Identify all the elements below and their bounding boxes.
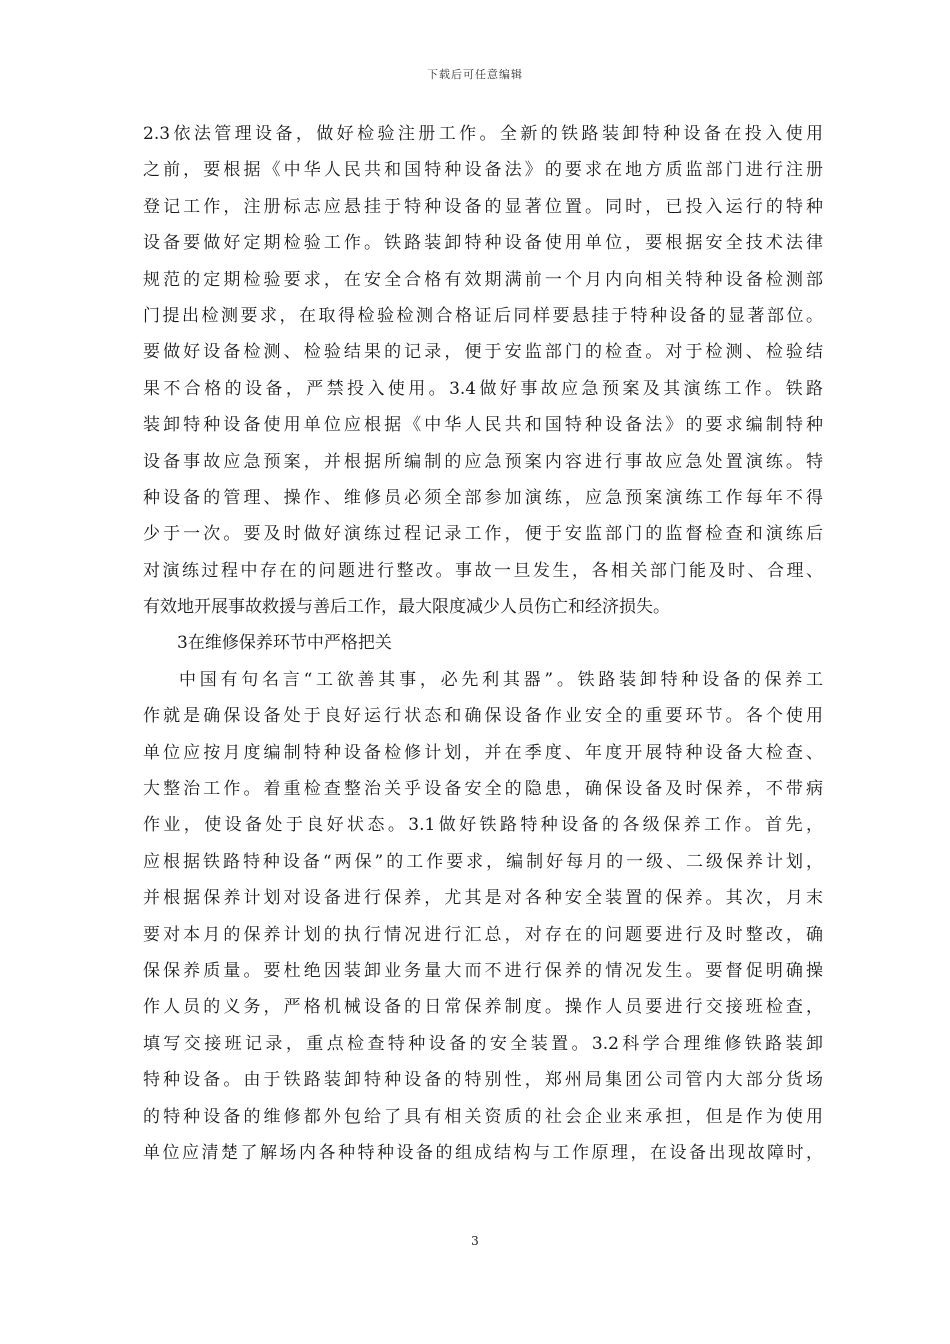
text-line: 中国有句名言“工欲善其事，必先利其器”。铁路装卸特种设备的保养工 [179, 669, 823, 690]
text-line: 门提出检测要求，在取得检验检测合格证后同样要悬挂于特种设备的显著部位。 [143, 305, 823, 326]
text-line: 要对本月的保养计划的执行情况进行汇总，对存在的问题要进行及时整改，确 [143, 924, 823, 945]
text-line: 2.3依法管理设备，做好检验注册工作。全新的铁路装卸特种设备在投入使用 [143, 124, 823, 144]
text-line: 对演练过程中存在的问题进行整改。事故一旦发生，各相关部门能及时、合理、 [143, 560, 823, 581]
text-line: 设备事故应急预案，并根据所编制的应急预案内容进行事故应急处置演练。特 [143, 451, 823, 472]
text-line: 单位应按月度编制特种设备检修计划，并在季度、年度开展特种设备大检查、 [143, 742, 823, 763]
text-line: 大整治工作。着重检查整治关乎设备安全的隐患，确保设备及时保养，不带病 [143, 779, 823, 800]
text-line: 作人员的义务，严格机械设备的日常保养制度。操作人员要进行交接班检查， [143, 997, 823, 1018]
page-header-note: 下载后可任意编辑 [427, 68, 523, 81]
section-heading: 3在维修保养环节中严格把关 [177, 633, 392, 654]
text-line: 登记工作，注册标志应悬挂于特种设备的显著位置。同时，已投入运行的特种 [143, 196, 823, 217]
text-line: 特种设备。由于铁路装卸特种设备的特别性，郑州局集团公司管内大部分货场 [143, 1070, 823, 1091]
text-line: 少于一次。要及时做好演练过程记录工作，便于安监部门的监督检查和演练后 [143, 524, 823, 545]
text-line: 设备要做好定期检验工作。铁路装卸特种设备使用单位，要根据安全技术法律 [143, 233, 823, 254]
text-line: 规范的定期检验要求，在安全合格有效期满前一个月内向相关特种设备检测部 [143, 269, 823, 290]
text-line: 之前，要根据《中华人民共和国特种设备法》的要求在地方质监部门进行注册 [143, 160, 823, 181]
page-number: 3 [471, 1234, 479, 1248]
text-line: 单位应清楚了解场内各种特种设备的组成结构与工作原理，在设备出现故障时， [143, 1142, 823, 1163]
text-line: 并根据保养计划对设备进行保养，尤其是对各种安全装置的保养。其次，月末 [143, 888, 823, 909]
text-line: 作就是确保设备处于良好运行状态和确保设备作业安全的重要环节。各个使用 [143, 706, 823, 727]
text-line: 种设备的管理、操作、维修员必须全部参加演练，应急预案演练工作每年不得 [143, 487, 823, 508]
text-line: 的特种设备的维修都外包给了具有相关资质的社会企业来承担，但是作为使用 [143, 1106, 823, 1127]
text-line: 装卸特种设备使用单位应根据《中华人民共和国特种设备法》的要求编制特种 [143, 415, 823, 436]
document-body [143, 116, 823, 1171]
text-line: 作业，使设备处于良好状态。3.1做好铁路特种设备的各级保养工作。首先， [143, 815, 823, 836]
text-line: 要做好设备检测、检验结果的记录，便于安监部门的检查。对于检测、检验结 [143, 342, 823, 363]
text-line: 填写交接班记录，重点检查特种设备的安全装置。3.2科学合理维修铁路装卸 [143, 1033, 823, 1054]
text-line: 保保养质量。要杜绝因装卸业务量大而不进行保养的情况发生。要督促明确操 [143, 960, 823, 981]
text-line: 应根据铁路特种设备“两保”的工作要求，编制好每月的一级、二级保养计划， [143, 851, 823, 872]
text-line: 有效地开展事故救援与善后工作，最大限度减少人员伤亡和经济损失。 [143, 597, 670, 618]
text-line: 果不合格的设备，严禁投入使用。3.4做好事故应急预案及其演练工作。铁路 [143, 378, 823, 399]
